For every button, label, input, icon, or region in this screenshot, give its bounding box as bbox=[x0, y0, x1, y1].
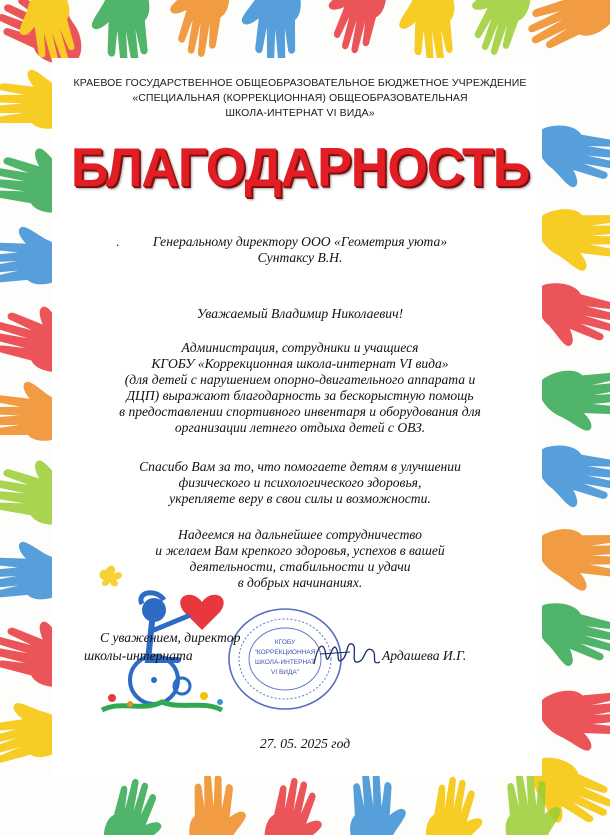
paragraph-line: и желаем Вам крепкого здоровья, успехов в вашей bbox=[155, 543, 445, 558]
thanks-paragraph bbox=[60, 459, 540, 507]
paragraph-line: Надеемся на дальнейшее сотрудничество bbox=[178, 527, 422, 542]
addressee-marker: . bbox=[116, 234, 120, 249]
paragraph-line: в предоставлении спортивного инвентаря и оборудования для bbox=[119, 404, 481, 419]
salutation: Уважаемый Владимир Николаевич! bbox=[196, 306, 404, 321]
stamp-line-1: КГОБУ bbox=[274, 639, 296, 646]
gratitude-paragraph bbox=[60, 340, 540, 436]
paragraph-line: Спасибо Вам за то, что помогаете детям в улучшении bbox=[139, 459, 461, 474]
stamp-line-3: ШКОЛА-ИНТЕРНАТ bbox=[255, 659, 315, 666]
paragraph-line: Администрация, сотрудники и учащиеся bbox=[181, 340, 419, 355]
paragraph-line: ДЦП) выражают благодарность за бескорыстную помощь bbox=[126, 388, 474, 403]
stamp-line-4: VI ВИДА" bbox=[271, 669, 299, 676]
addressee-line-1: Генеральному директору ООО «Геометрия уюта» bbox=[152, 234, 448, 249]
paragraph-line: КГОБУ «Коррекционная школа-интернат VI вида» bbox=[151, 356, 449, 371]
addressee-line-2: Сунтаксу В.Н. bbox=[257, 250, 343, 265]
header-line-3: ШКОЛА-ИНТЕРНАТ VI ВИДА» bbox=[225, 107, 375, 119]
paragraph-line: в добрых начинаниях. bbox=[237, 575, 363, 590]
closing-line: С уважением, директор bbox=[100, 630, 241, 645]
stamp-line-2: "КОРРЕКЦИОННАЯ bbox=[254, 649, 316, 656]
issue-date: 27. 05. 2025 год bbox=[259, 736, 351, 751]
header-line-1: КРАЕВОЕ ГОСУДАРСТВЕННОЕ ОБЩЕОБРАЗОВАТЕЛЬНОЕ БЮДЖЕТНОЕ УЧРЕЖДЕНИЕ bbox=[73, 77, 527, 89]
addressee bbox=[60, 234, 540, 266]
paragraph-line: (для детей с нарушением опорно-двигательного аппарата и bbox=[124, 372, 476, 387]
certificate-title: БЛАГОДАРНОСТЬ bbox=[70, 137, 530, 199]
paragraph-line: укрепляете веру в свои силы и возможности. bbox=[169, 491, 431, 506]
header-line-2: «СПЕЦИАЛЬНАЯ (КОРРЕКЦИОННАЯ) ОБЩЕОБРАЗОВАТЕЛЬНАЯ bbox=[132, 92, 468, 104]
institution-header bbox=[60, 76, 540, 121]
paragraph-line: организации летнего отдыха детей с ОВЗ. bbox=[174, 420, 426, 435]
signer-title: школы-интерната bbox=[84, 648, 193, 663]
paragraph-line: деятельности, стабильности и удачи bbox=[189, 559, 411, 574]
wishes-paragraph bbox=[60, 527, 540, 591]
paragraph-line: физического и психологического здоровья, bbox=[178, 475, 422, 490]
signer-name: Ардашева И.Г. bbox=[382, 648, 467, 663]
handwritten-signature bbox=[306, 634, 386, 674]
